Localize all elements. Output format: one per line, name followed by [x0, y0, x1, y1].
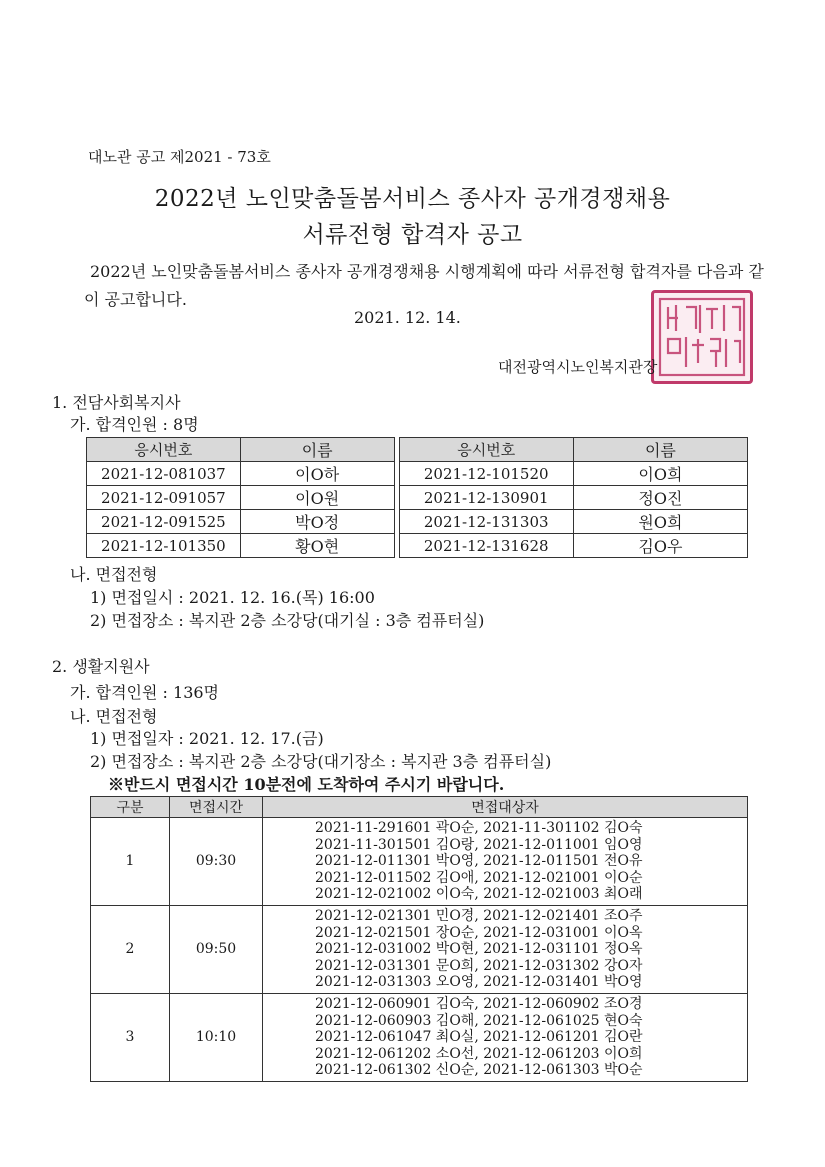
people-cell [263, 993, 748, 1081]
time-cell: 09:50 [170, 905, 263, 993]
table-row [91, 818, 748, 906]
time-cell: 10:10 [170, 993, 263, 1081]
care-worker-interview-table [90, 796, 748, 1082]
exam-no-cell: 2021-12-091525 [87, 510, 241, 534]
name-cell: 이O원 [240, 486, 394, 510]
table-row [87, 510, 748, 534]
group-cell: 3 [91, 993, 170, 1081]
candidate-line: 2021-12-060901 김O숙, 2021-12-060902 조O경 [315, 995, 643, 1012]
organization-name: 대전광역시노인복지관장 [498, 358, 658, 376]
section2-interview-heading: 나. 면접전형 [70, 707, 158, 726]
table-header-row [91, 797, 748, 818]
people-cell [263, 818, 748, 906]
candidate-line: 2021-12-031002 박O현, 2021-12-031101 정O옥 [315, 941, 643, 958]
name-cell: 이O하 [240, 462, 394, 486]
table-header-row [87, 438, 748, 462]
section1-heading: 1. 전담사회복지사 [52, 393, 181, 412]
candidate-line: 2021-12-061047 최O실, 2021-12-061201 김O란 [315, 1029, 643, 1046]
col-exam-no: 응시번호 [399, 438, 573, 462]
section1-count: 가. 합격인원 : 8명 [70, 415, 199, 434]
section2-interview-place: 2) 면접장소 : 복지관 2층 소강당(대기장소 : 복지관 3층 컴퓨터실) [90, 752, 552, 771]
name-cell: 박O정 [240, 510, 394, 534]
table-row [87, 534, 748, 558]
exam-no-cell: 2021-12-081037 [87, 462, 241, 486]
notice-number: 대노관 공고 제2021 - 73호 [88, 148, 271, 166]
exam-no-cell: 2021-12-101520 [399, 462, 573, 486]
intro-paragraph: 2022년 노인맞춤돌봄서비스 종사자 공개경쟁채용 시행계획에 따라 서류전형 합격자를 다음과 같이 공고합니다. [84, 262, 764, 309]
candidate-line: 2021-12-061202 소O선, 2021-12-061203 이O희 [315, 1045, 643, 1062]
table-row [87, 486, 748, 510]
official-seal-stamp [651, 290, 753, 384]
group-cell: 2 [91, 905, 170, 993]
social-worker-pass-table [86, 437, 748, 558]
col-name: 이름 [240, 438, 394, 462]
exam-no-cell: 2021-12-131628 [399, 534, 573, 558]
candidate-line: 2021-12-011502 김O애, 2021-12-021001 이O순 [315, 869, 643, 886]
table-row [91, 993, 748, 1081]
col-time: 면접시간 [170, 797, 263, 818]
section2-heading: 2. 생활지원사 [52, 657, 150, 676]
candidate-line: 2021-12-021002 이O숙, 2021-12-021003 최O래 [315, 886, 643, 903]
arrival-notice: ※반드시 면접시간 10분전에 도착하여 주시기 바랍니다. [108, 775, 505, 794]
candidate-line: 2021-11-291601 곽O순, 2021-11-301102 김O숙 [315, 820, 643, 836]
candidate-line: 2021-12-031301 문O희, 2021-12-031302 강O자 [315, 957, 643, 974]
time-cell: 09:30 [170, 818, 263, 906]
exam-no-cell: 2021-12-091057 [87, 486, 241, 510]
table-row [91, 905, 748, 993]
name-cell: 김O우 [573, 534, 747, 558]
section1-interview-place: 2) 면접장소 : 복지관 2층 소강당(대기실 : 3층 컴퓨터실) [90, 611, 485, 630]
candidate-line: 2021-12-060903 김O해, 2021-12-061025 현O숙 [315, 1012, 643, 1029]
candidate-line: 2021-11-301501 김O랑, 2021-12-011001 임O영 [315, 836, 643, 853]
candidate-line: 2021-12-021501 장O순, 2021-12-031001 이O옥 [315, 924, 643, 941]
section1-interview-date: 1) 면접일시 : 2021. 12. 16.(목) 16:00 [90, 588, 375, 607]
name-cell: 원O희 [573, 510, 747, 534]
people-cell [263, 905, 748, 993]
candidate-line: 2021-12-021301 민O경, 2021-12-021401 조O주 [315, 907, 643, 924]
document-title: 2022년 노인맞춤돌봄서비스 종사자 공개경쟁채용 [154, 186, 671, 212]
col-exam-no: 응시번호 [87, 438, 241, 462]
col-people: 면접대상자 [263, 797, 748, 818]
exam-no-cell: 2021-12-131303 [399, 510, 573, 534]
notice-date: 2021. 12. 14. [354, 308, 461, 327]
name-cell: 황O현 [240, 534, 394, 558]
seal-icon [654, 293, 750, 381]
group-cell: 1 [91, 818, 170, 906]
exam-no-cell: 2021-12-101350 [87, 534, 241, 558]
candidate-line: 2021-12-011301 박O영, 2021-12-011501 전O유 [315, 853, 643, 870]
section2-interview-date: 1) 면접일자 : 2021. 12. 17.(금) [90, 729, 324, 748]
exam-no-cell: 2021-12-130901 [399, 486, 573, 510]
col-group: 구분 [91, 797, 170, 818]
name-cell: 이O희 [573, 462, 747, 486]
document-subtitle: 서류전형 합격자 공고 [302, 222, 523, 248]
candidate-line: 2021-12-061302 신O순, 2021-12-061303 박O순 [315, 1062, 643, 1079]
name-cell: 정O진 [573, 486, 747, 510]
table-row [87, 462, 748, 486]
col-name: 이름 [573, 438, 747, 462]
candidate-line: 2021-12-031303 오O영, 2021-12-031401 박O영 [315, 974, 643, 991]
section1-interview-heading: 나. 면접전형 [70, 565, 158, 584]
section2-count: 가. 합격인원 : 136명 [70, 683, 220, 702]
